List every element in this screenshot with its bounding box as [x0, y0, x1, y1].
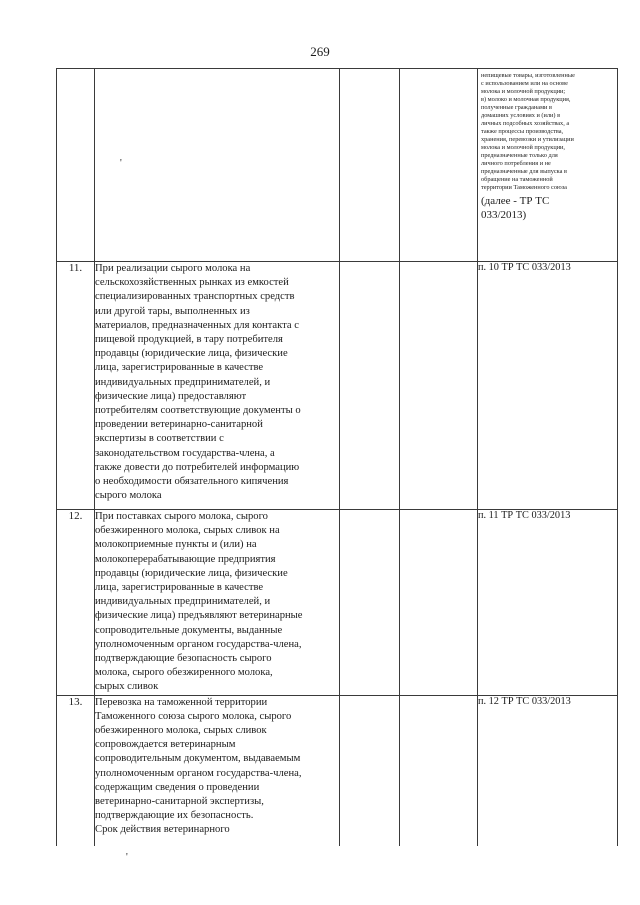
stray-mark: ': [126, 852, 128, 863]
reference-cell: [478, 69, 618, 262]
text-line: уполномоченным органом государства-члена,: [95, 638, 302, 650]
text-line: подтверждающие их безопасность.: [95, 810, 254, 822]
requirement-text: [95, 695, 340, 846]
row-number: 12.: [57, 510, 95, 696]
requirement-cell: [95, 69, 340, 262]
note-cell: [400, 69, 478, 262]
table-row-12: [57, 510, 618, 696]
answer-cell: [340, 69, 400, 262]
text-line: личного потребления и не: [481, 160, 551, 167]
table-row-continuation: [57, 69, 618, 262]
text-line: подтверждающие безопасность сырого: [95, 653, 272, 665]
row-number: 13.: [57, 695, 95, 846]
text-line: индивидуальных предпринимателей, и: [95, 596, 271, 608]
text-line: При поставках сырого молока, сырого: [95, 511, 268, 522]
text-line: экспертизы в соответствии с: [95, 433, 224, 445]
reference-cell: п. 12 ТР ТС 033/2013: [478, 695, 618, 846]
text-line: пищевой продукцией, в тару потребителя: [95, 334, 283, 346]
text-line: предназначенные только для: [481, 152, 558, 159]
text-line: также довести до потребителей информацию: [95, 461, 300, 473]
text-line: сельскохозяйственных рынках из емкостей: [95, 277, 289, 289]
requirement-text: [95, 262, 340, 510]
text-line: содержащим сведения о проведении: [95, 781, 260, 793]
text-line: (далее - ТР ТС: [481, 195, 550, 207]
answer-cell: [340, 695, 400, 846]
stray-mark: ': [120, 158, 122, 169]
text-line: уполномоченным органом государства-члена,: [95, 767, 302, 779]
text-line: индивидуальных предпринимателей, и: [95, 376, 271, 388]
text-line: личных подсобных хозяйствах, а: [481, 120, 570, 127]
text-line: хранения, перевозки и утилизации: [481, 136, 574, 143]
text-line: домашних условиях и (или) в: [481, 112, 561, 119]
number-cell: [57, 69, 95, 262]
text-line: потребителям соответствующие документы о: [95, 405, 301, 417]
text-line: в) молоко и молочная продукция,: [481, 96, 571, 103]
text-line: лица, зарегистрированные в качестве: [95, 362, 264, 374]
text-line: продавцы (юридические лица, физические: [95, 567, 288, 579]
text-line: продавцы (юридические лица, физические: [95, 348, 288, 360]
note-cell: [400, 695, 478, 846]
text-line: молокоперерабатывающие предприятия: [95, 553, 276, 565]
text-line: ветеринарно-санитарной экспертизы,: [95, 796, 264, 808]
text-line: непищевые товары, изготовленные: [481, 72, 575, 79]
text-line: сопровождается ветеринарным: [95, 739, 236, 751]
table-row-13: [57, 695, 618, 846]
requirement-text: [95, 510, 340, 696]
text-line: обращение на таможенной: [481, 176, 553, 183]
page-number: 269: [310, 44, 330, 59]
answer-cell: [340, 262, 400, 510]
text-line: сырого молока: [95, 490, 162, 502]
note-cell: [400, 510, 478, 696]
text-line: или другой тары, выполненных из: [95, 305, 250, 317]
text-line: также процессы производства,: [481, 128, 564, 135]
text-line: Срок действия ветеринарного: [95, 824, 230, 836]
text-line: законодательством государства-члена, а: [95, 447, 275, 459]
text-line: Перевозка на таможенной территории: [95, 696, 268, 708]
text-line: физические лица) предоставляют: [95, 390, 247, 402]
continuation-text: [478, 69, 617, 192]
text-line: Таможенного союза сырого молока, сырого: [95, 710, 292, 722]
text-line: сопроводительные документы, выданные: [95, 624, 283, 636]
text-line: При реализации сырого молока на: [95, 263, 251, 274]
text-line: о необходимости обязательного кипячения: [95, 476, 289, 488]
text-line: специализированных транспортных средств: [95, 291, 295, 303]
row-number: 11.: [57, 262, 95, 510]
text-line: лица, зарегистрированные в качестве: [95, 582, 264, 594]
text-line: предназначенные для выпуска в: [481, 168, 567, 175]
text-line: проведении ветеринарно-санитарной: [95, 419, 263, 431]
text-line: молокоприемные пункты и (или) на: [95, 539, 257, 551]
reference-cell: п. 10 ТР ТС 033/2013: [478, 262, 618, 510]
text-line: молока, сырого обезжиренного молока,: [95, 667, 273, 679]
note-cell: [400, 262, 478, 510]
answer-cell: [340, 510, 400, 696]
text-line: территории Таможенного союза: [481, 184, 567, 191]
text-line: обезжиренного молока, сырых сливок: [95, 725, 267, 737]
text-line: сопроводительным документом, выдаваемым: [95, 753, 301, 765]
table-row-11: [57, 262, 618, 510]
text-line: материалов, предназначенных для контакта с: [95, 319, 299, 331]
text-line: сырых сливок: [95, 681, 159, 693]
text-line: молока и молочной продукции;: [481, 88, 566, 95]
continuation-tail: [478, 194, 617, 222]
text-line: физические лица) предъявляют ветеринарные: [95, 610, 303, 622]
text-line: с использованием или на основе: [481, 80, 568, 87]
requirements-table: [56, 68, 618, 846]
reference-cell: п. 11 ТР ТС 033/2013: [478, 510, 618, 696]
text-line: полученные гражданами в: [481, 104, 552, 111]
text-line: обезжиренного молока, сырых сливок на: [95, 525, 280, 537]
text-line: 033/2013): [481, 209, 527, 221]
text-line: молока и молочной продукции,: [481, 144, 566, 151]
